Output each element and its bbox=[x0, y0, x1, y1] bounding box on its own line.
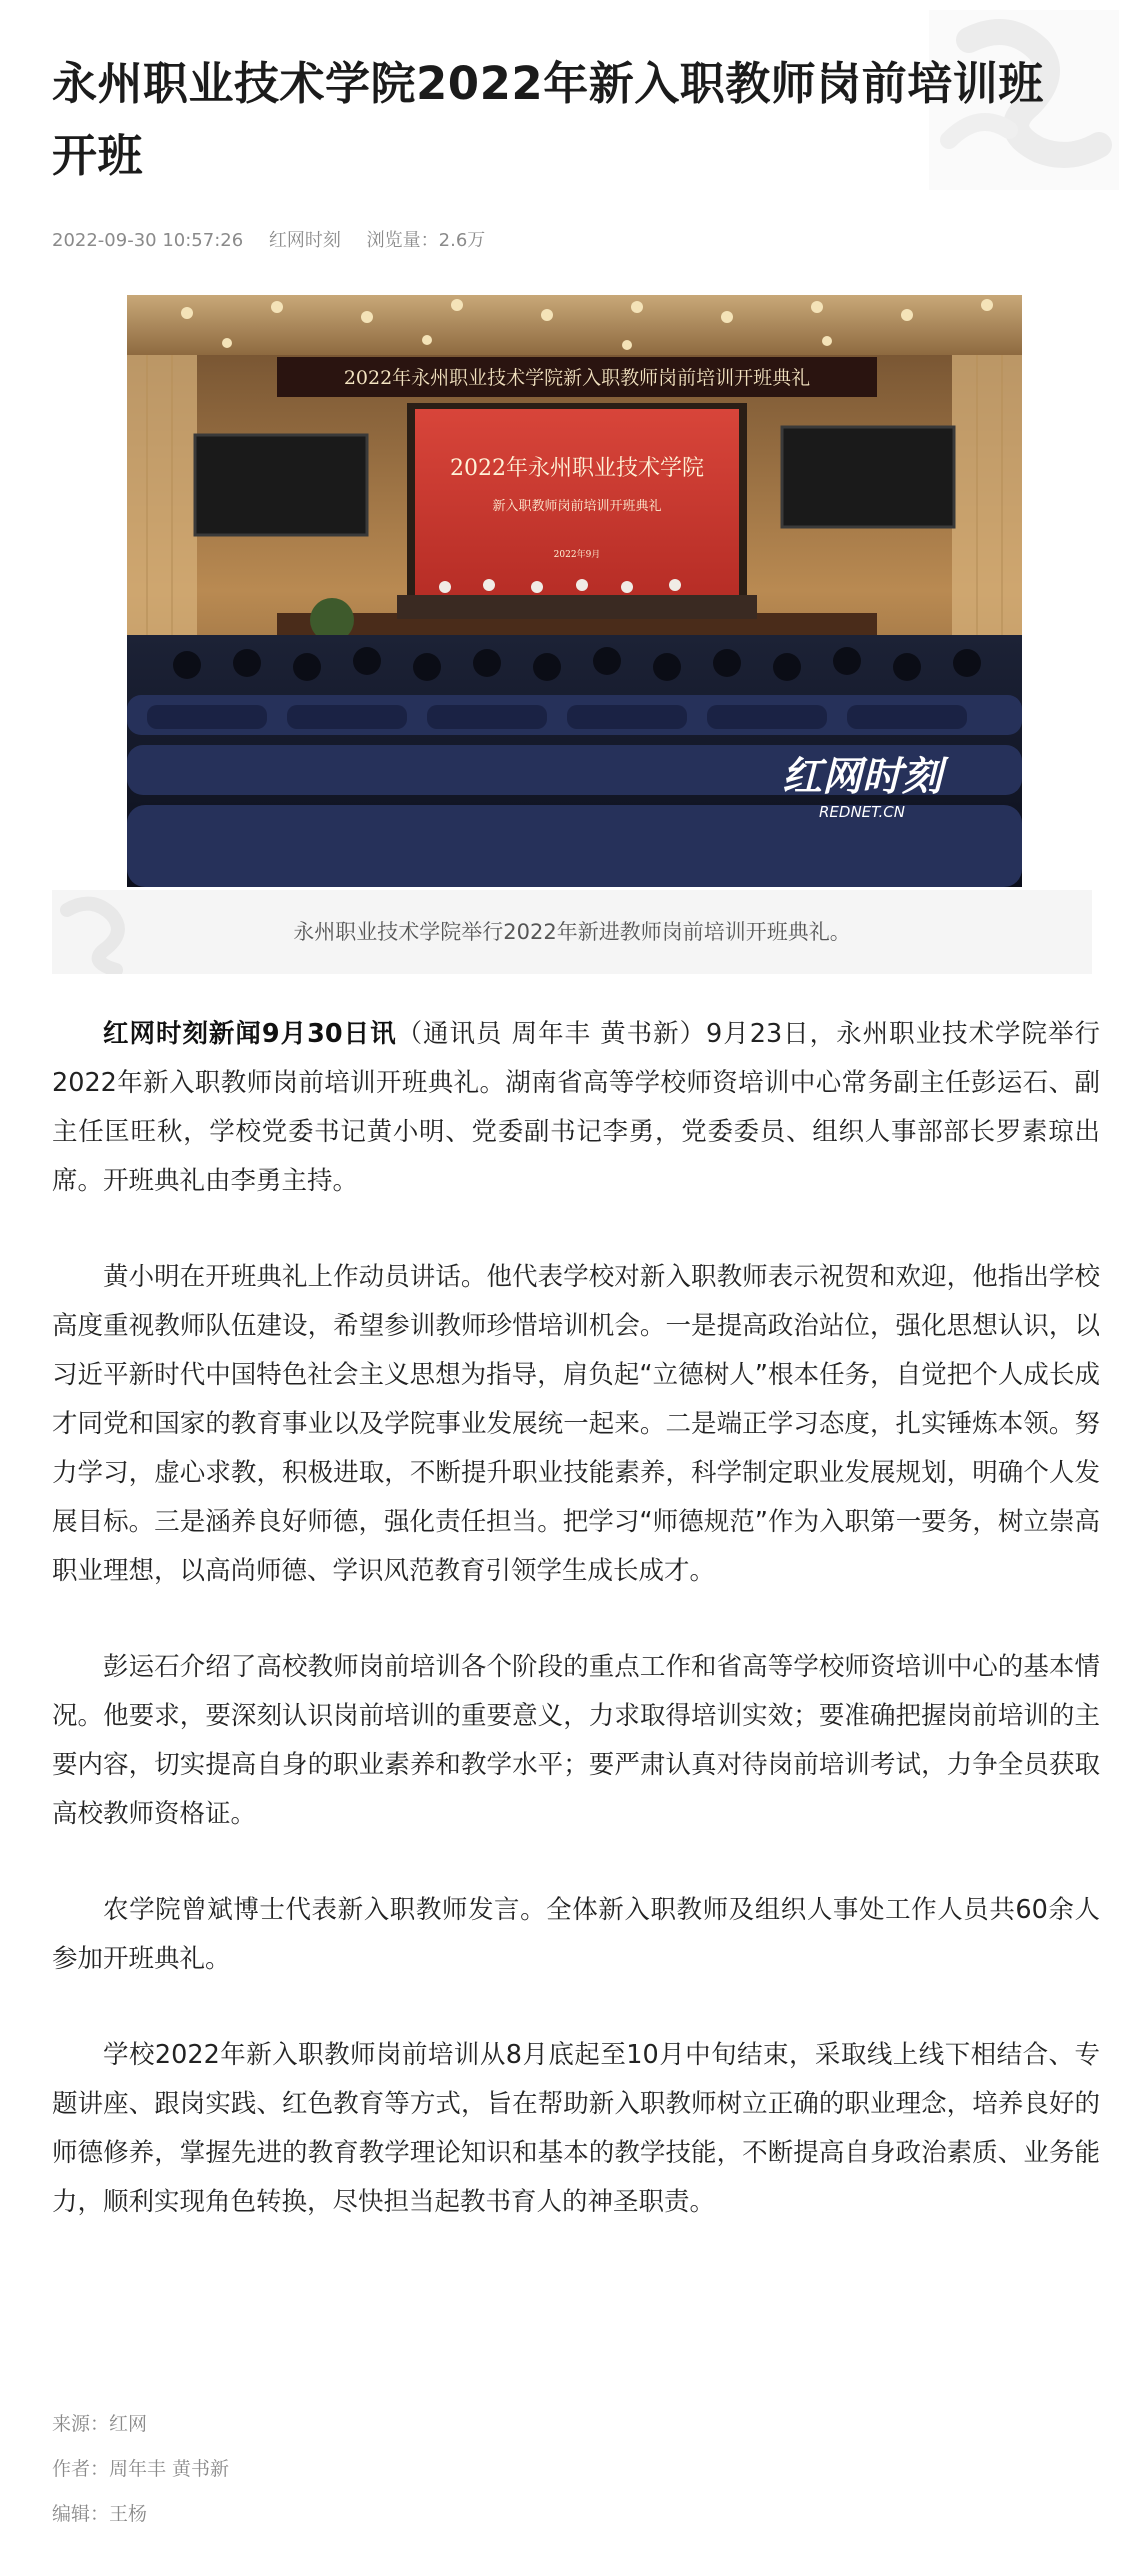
photo-caption: 永州职业技术学院举行2022年新进教师岗前培训开班典礼。 bbox=[293, 920, 851, 944]
paragraph bbox=[52, 1010, 1100, 1206]
logo-subtext: REDNET.CN bbox=[819, 803, 905, 821]
article-meta bbox=[52, 226, 505, 252]
paragraph: 彭运石介绍了高校教师岗前培训各个阶段的重点工作和省高等学校师资培训中心的基本情况。他要求，要深刻认识岗前培训的重要意义，力求取得培训实效；要准确把握岗前培训的主要内容，切实提高自身的职业素养和教学水平；要严肃认真对待岗前培训考试，力争全员获取高校教师资格证。 bbox=[52, 1652, 1100, 1829]
view-count-value: 2.6万 bbox=[438, 230, 486, 251]
screen-date: 2022年9月 bbox=[553, 550, 601, 560]
paragraph-text: （通讯员 周年丰 黄书新）9月23日，永州职业技术学院举行2022年新入职教师岗前培训开班典礼。湖南省高等学校师资培训中心常务副主任彭运石、副主任匡旺秋，学校党委书记黄小明、党委副书记李勇，党委委员、组织人事部部长罗素琼出席。开班典礼由李勇主持。 bbox=[52, 1019, 1101, 1196]
paragraph: 黄小明在开班典礼上作动员讲话。他代表学校对新入职教师表示祝贺和欢迎，他指出学校高度重视教师队伍建设，希望参训教师珍惜培训机会。一是提高政治站位，强化思想认识，以习近平新时代中国特色社会主义思想为指导，肩负起“立德树人”根本任务，自觉把个人成长成才同党和国家的教育事业以及学院事业发展统一起来。二是端正学习态度，扎实锤炼本领。努力学习，虚心求教，积极进取，不断提升职业技能素养，科学制定职业发展规划，明确个人发展目标。三是涵养良好师德，强化责任担当。把学习“师德规范”作为入职第一要务，树立崇高职业理想，以高尚师德、学识风范教育引领学生成长成才。 bbox=[52, 1262, 1100, 1586]
banner-text: 2022年永州职业技术学院新入职教师岗前培训开班典礼 bbox=[343, 367, 811, 389]
footer-author: 作者：周年丰 黄书新 bbox=[52, 2458, 230, 2480]
screen-subtitle: 新入职教师岗前培训开班典礼 bbox=[492, 499, 662, 514]
article-body bbox=[52, 1010, 1100, 2274]
screen-title: 2022年永州职业技术学院 bbox=[450, 456, 704, 481]
paragraph: 学校2022年新入职教师岗前培训从8月底起至10月中旬结束，采取线上线下相结合、专题讲座、跟岗实践、红色教育等方式，旨在帮助新入职教师树立正确的职业理念，培养良好的师德修养，掌握先进的教育教学理论知识和基本的教学技能，不断提高自身政治素质、业务能力，顺利实现角色转换，尽快担当起教书育人的神圣职责。 bbox=[52, 2040, 1100, 2217]
source-link[interactable]: 红网时刻 bbox=[268, 230, 341, 251]
footer-editor: 编辑：王杨 bbox=[52, 2503, 148, 2525]
caption-box bbox=[52, 890, 1092, 974]
publish-datetime: 2022-09-30 10:57:26 bbox=[52, 230, 244, 251]
lead-dateline: 红网时刻新闻9月30日讯 bbox=[103, 1019, 397, 1049]
view-count bbox=[367, 230, 486, 251]
paragraph: 农学院曾斌博士代表新入职教师发言。全体新入职教师及组织人事处工作人员共60余人参加开班典礼。 bbox=[52, 1895, 1100, 1974]
article-title: 永州职业技术学院2022年新入职教师岗前培训班开班 bbox=[52, 57, 1044, 182]
footer-source: 来源：红网 bbox=[52, 2413, 148, 2435]
view-count-label: 浏览量： bbox=[366, 230, 439, 251]
article-photo bbox=[127, 295, 1022, 887]
logo-text: 红网时刻 bbox=[782, 754, 942, 800]
article-footer bbox=[52, 2402, 229, 2537]
